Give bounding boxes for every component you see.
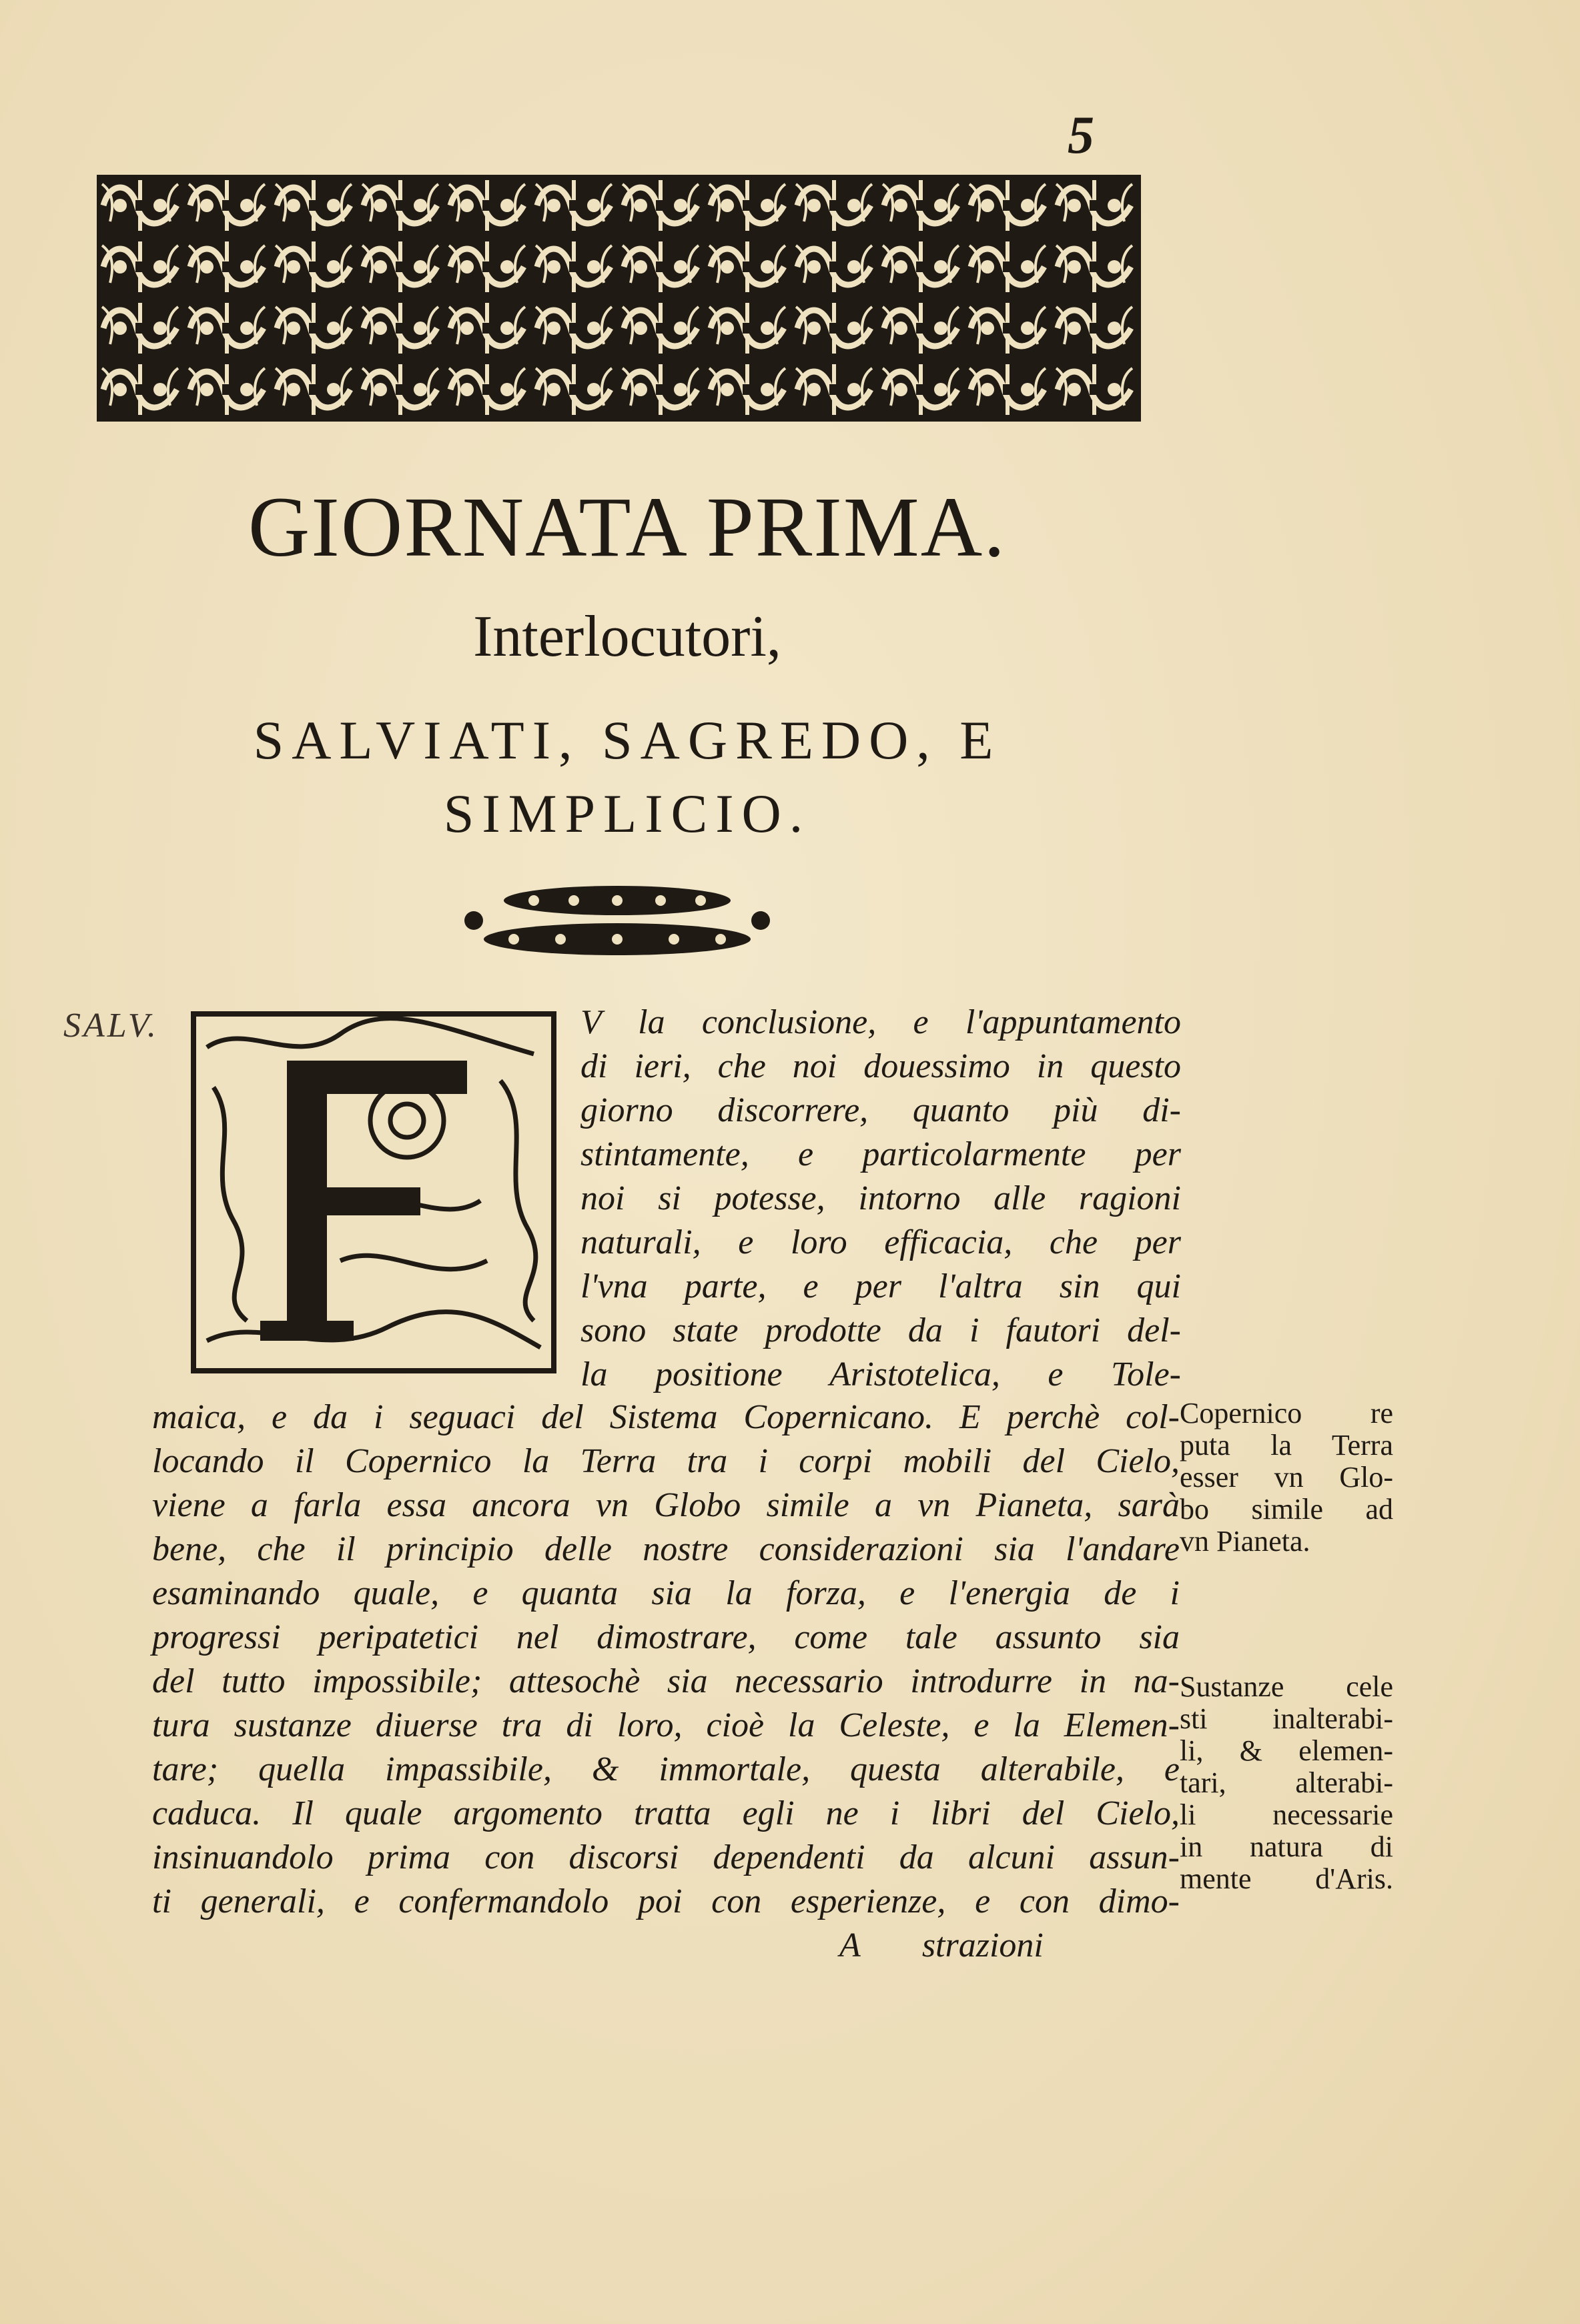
margin-note-line: Copernico re (1180, 1397, 1393, 1429)
text-line: V la conclusione, e l'appuntamento (580, 1003, 1181, 1041)
margin-note-line: in natura di (1180, 1830, 1393, 1863)
text-line: viene a farla essa ancora vn Globo simile a vn Pianeta, sarà (152, 1486, 1180, 1524)
margin-note-line: tari, alterabi- (1180, 1766, 1393, 1799)
body-text-main (152, 1395, 1180, 1968)
text-line: esaminando quale, e quanta sia la forza, e l'energia de i (152, 1574, 1180, 1612)
text-line: insinuandolo prima con discorsi dependenti da alcuni assun- (152, 1838, 1180, 1876)
body-text-beside-initial (580, 1001, 1181, 1397)
text-line: noi si potesse, intorno alle ragioni (580, 1179, 1181, 1217)
interlocutors-line-2: SIMPLICIO. (443, 783, 811, 844)
text-line: bene, che il principio delle nostre considerazioni sia l'andare (152, 1530, 1180, 1568)
text-line: locando il Copernico la Terra tra i corpi mobili del Cielo, (152, 1442, 1180, 1480)
margin-note-line: esser vn Glo- (1180, 1461, 1393, 1494)
margin-note-line: Sustanze cele (1180, 1670, 1393, 1703)
catchword-line: A strazioni (839, 1926, 1044, 1964)
text-line: ti generali, e confermandolo poi con esperienze, e con dimo- (152, 1882, 1180, 1920)
margin-note-line: puta la Terra (1180, 1429, 1393, 1462)
text-line: del tutto impossibile; attesochè sia necessario introdurre in na- (152, 1662, 1180, 1700)
text-line: caduca. Il quale argomento tratta egli ne i libri del Cielo, (152, 1794, 1180, 1832)
speaker-label: SALV. (63, 1007, 159, 1045)
interlocutors-line-1: SALVIATI, SAGREDO, E (253, 710, 1002, 770)
text-line: l'vna parte, e per l'altra sin qui (580, 1267, 1181, 1305)
text-line: naturali, e loro efficacia, che per (580, 1223, 1181, 1261)
page-title: GIORNATA PRIMA. (248, 480, 1007, 574)
margin-note-line: li, & elemen- (1180, 1734, 1393, 1767)
text-line: maica, e da i seguaci del Sistema Copernicano. E perchè col- (152, 1398, 1180, 1436)
text-line: tare; quella impassibile, & immortale, questa alterabile, e (152, 1750, 1180, 1788)
ornamental-headpiece (97, 175, 1141, 422)
text-line: sono state prodotte da i fautori del- (580, 1311, 1181, 1349)
text-line: tura sustanze diuerse tra di loro, cioè la Celeste, e la Elemen- (152, 1706, 1180, 1744)
interlocutors-names (87, 704, 1168, 850)
text-line: stintamente, e particolarmente per (580, 1135, 1181, 1173)
interlocutors-heading: Interlocutori, (473, 604, 781, 669)
text-line: di ieri, che noi douessimo in questo (580, 1047, 1181, 1085)
margin-note-line: mente d'Aris. (1180, 1862, 1393, 1895)
margin-note-line: li necessarie (1180, 1798, 1393, 1831)
margin-note-line: sti inalterabi- (1180, 1702, 1393, 1735)
fleuron-ornament (460, 881, 774, 961)
decorated-initial (187, 1007, 560, 1377)
text-line: progressi peripatetici nel dimostrare, come tale assunto sia (152, 1618, 1180, 1656)
margin-note-copernico (1180, 1397, 1393, 1558)
margin-note-line: bo simile ad (1180, 1493, 1393, 1526)
margin-note-sustanze (1180, 1671, 1393, 1895)
text-line: giorno discorrere, quanto più di- (580, 1091, 1181, 1129)
text-line: la positione Aristotelica, e Tole- (580, 1355, 1181, 1393)
margin-note-line: vn Pianeta. (1180, 1525, 1310, 1558)
page-number: 5 (1068, 106, 1094, 165)
